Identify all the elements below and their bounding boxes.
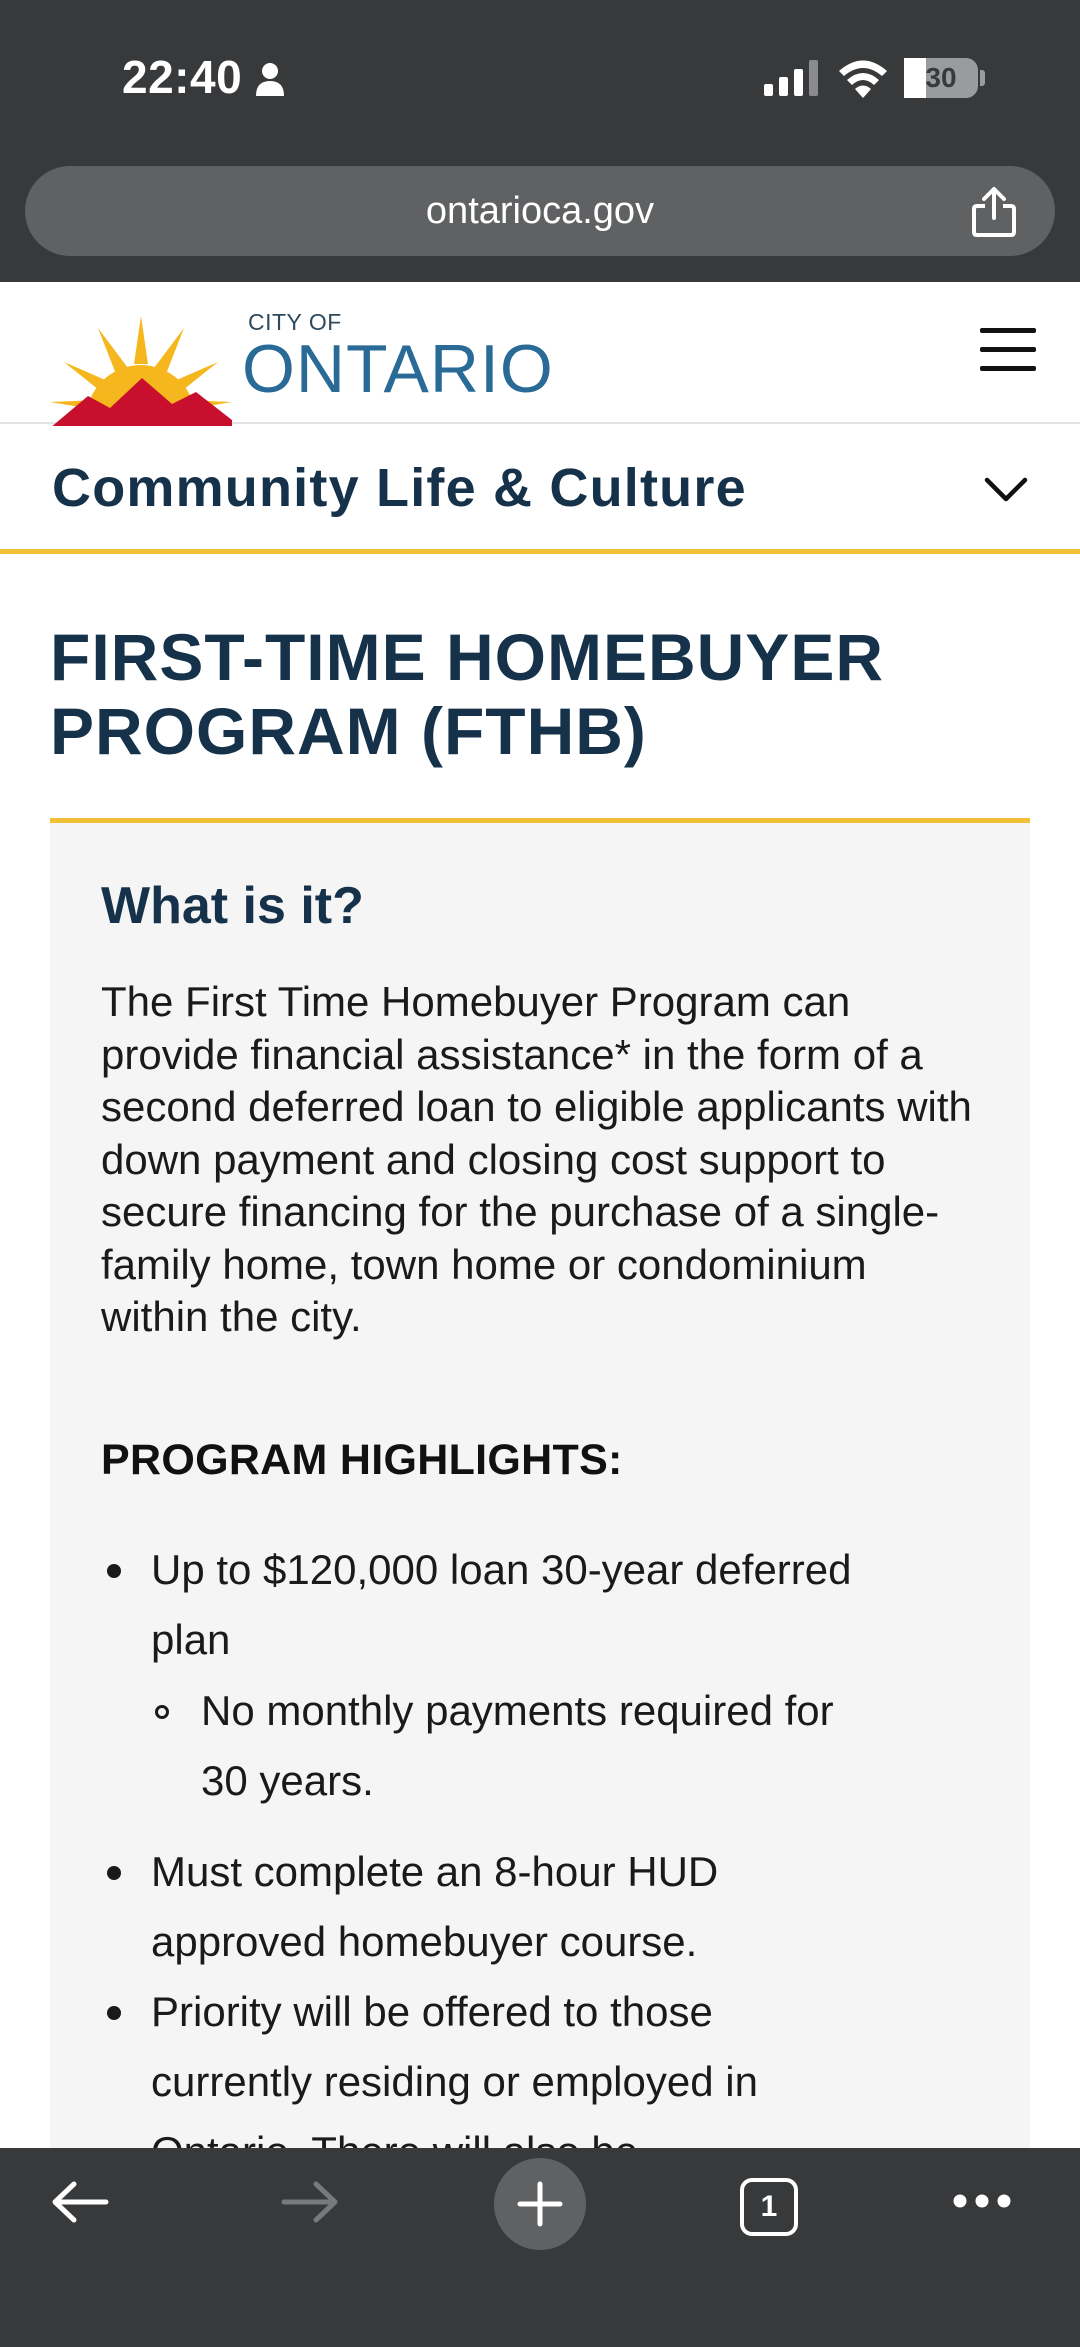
status-time: 22:40 (122, 51, 243, 103)
city-logo-sun-icon[interactable] (50, 312, 232, 428)
highlights-heading: PROGRAM HIGHLIGHTS: (101, 1436, 623, 1484)
list-item-line: Must complete an 8-hour HUD (151, 1848, 719, 1895)
logo-ontario[interactable]: ONTARIO (242, 331, 554, 407)
back-arrow-icon[interactable] (50, 2180, 110, 2224)
sub-bullet-ring (155, 1705, 169, 1719)
card-heading: What is it? (101, 877, 364, 935)
logo-city-of: CITY OF (248, 309, 342, 335)
list-item-line: No monthly payments required for (201, 1687, 834, 1734)
bullet-dot (107, 1866, 121, 1880)
list-item-line: plan (151, 1616, 231, 1663)
page-title-line2: PROGRAM (FTHB) (50, 694, 647, 768)
page-title-line1: FIRST-TIME HOMEBUYER (50, 620, 885, 694)
list-item (151, 1977, 1011, 2148)
list-item (151, 1535, 1011, 1675)
more-icon[interactable] (952, 2193, 1012, 2209)
list-item-line: Priority will be offered to those (151, 1988, 713, 2035)
chevron-down-icon[interactable] (984, 476, 1028, 504)
list-item-line: currently residing or employed in (151, 2058, 758, 2105)
share-icon[interactable] (970, 186, 1018, 238)
page-title (50, 620, 1050, 768)
list-item-line: 30 years. (201, 1757, 374, 1804)
list-item (151, 1837, 1011, 1977)
bullet-dot (107, 2006, 121, 2020)
signal-icon (764, 60, 820, 96)
new-tab-button[interactable] (494, 2158, 586, 2250)
list-item-line: approved homebuyer course. (151, 1918, 698, 1965)
plus-icon (517, 2181, 563, 2227)
section-title[interactable]: Community Life & Culture (52, 458, 747, 518)
list-item (201, 1676, 1021, 1816)
tabs-icon[interactable] (740, 2178, 798, 2236)
battery-percent: 30 (925, 62, 957, 93)
battery-icon (904, 58, 978, 98)
person-icon (256, 62, 284, 96)
tab-count: 1 (760, 2190, 778, 2223)
list-item-line: Up to $120,000 loan 30-year deferred (151, 1546, 852, 1593)
forward-arrow-icon[interactable] (280, 2180, 340, 2224)
wifi-icon (838, 58, 888, 98)
card-paragraph: The First Time Homebuyer Program can provide financial assistance* in the form of a second deferred loan to eligible applicants with down payment and closing cost support to secure financing for the purchase of a single-family home, town home or condominium within the city. (101, 978, 972, 1340)
battery-nub (980, 70, 985, 86)
url-text: ontarioca.gov (425, 190, 655, 232)
bullet-dot (107, 1564, 121, 1578)
address-bar[interactable] (25, 166, 1055, 256)
hamburger-menu-icon[interactable] (980, 326, 1036, 374)
